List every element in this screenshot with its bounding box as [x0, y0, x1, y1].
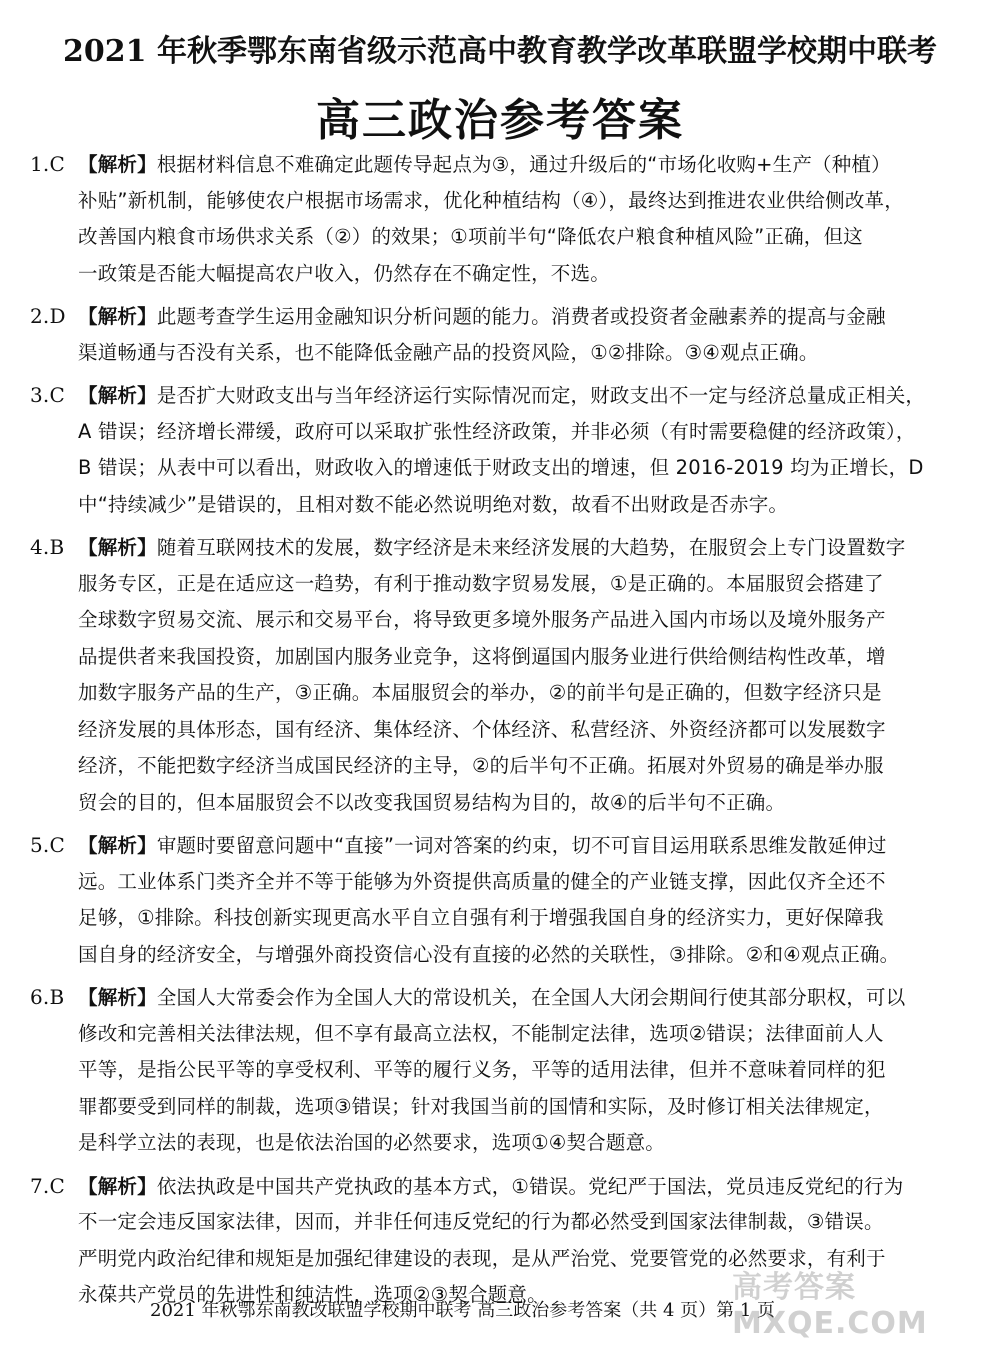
document-title: 高三政治参考答案 [316, 95, 684, 146]
answer-line [30, 335, 950, 372]
answer-number: 7.C [30, 1173, 65, 1198]
answer-text: 不一定会违反国家法律，因而，并非任何违反党纪的行为都必然受到国家法律制裁，③错误。 [78, 1210, 884, 1233]
answer-text: 一政策是否能大幅提高农户收入，仍然存在不确定性，不选。 [78, 261, 610, 285]
answer-text: 远。工业体系门类齐全并不等于能够为外资提供高质量的健全的产业链支撑，因此仅齐全还不 [78, 869, 886, 893]
answer-text: 根据材料信息不难确定此题传导起点为③，通过升级后的“市场化收购+生产（种植） [156, 153, 891, 176]
answer-text: 品提供者来我国投资，加剧国内服务业竞争，这将倒逼国内服务业进行供给侧结构性改革，增 [78, 644, 886, 668]
answer-line [30, 219, 950, 256]
answer-item [30, 827, 950, 973]
answer-line [30, 183, 950, 220]
analysis-tag: 【解析】 [78, 153, 157, 176]
answer-text: 贸会的目的，但本届服贸会不以改变我国贸易结构为目的，故④的后半句不正确。 [78, 790, 786, 814]
answer-line [30, 1168, 950, 1205]
answer-line [30, 1016, 950, 1053]
answer-text: 渠道畅通与否没有关系，也不能降低金融产品的投资风险，①②排除。③④观点正确。 [78, 340, 819, 364]
answer-line [30, 529, 950, 566]
answer-number: 3.C [30, 383, 65, 407]
answer-text: 改善国内粮食市场供求关系（②）的效果；①项前半句“降低农户粮食种植风险”正确，但这 [78, 225, 863, 248]
answer-text: 足够，①排除。科技创新实现更高水平自立自强有利于增强我国自身的经济实力，更好保障我 [78, 906, 884, 929]
answer-line [30, 414, 950, 451]
answer-item [30, 979, 950, 1162]
answer-number: 2.D [30, 304, 66, 328]
answer-line [30, 602, 950, 639]
answer-line [30, 900, 950, 937]
answer-line [30, 1204, 950, 1241]
answer-text: 经济发展的具体形态，国有经济、集体经济、个体经济、私营经济、外资经济都可以发展数字 [78, 717, 886, 741]
answer-line [30, 1125, 950, 1162]
answer-text: 加数字服务产品的生产，③正确。本届服贸会的举办，②的前半句是正确的，但数字经济只是 [78, 681, 882, 704]
answer-line [30, 487, 950, 524]
answer-number: 6.B [30, 985, 65, 1009]
answer-line [30, 827, 950, 864]
answer-text: 是否扩大财政支出与当年经济运行实际情况而定，财政支出不一定与经济总量成正相关， [156, 384, 926, 407]
answer-line [30, 864, 950, 901]
answer-line [30, 1089, 950, 1126]
answer-line [30, 566, 950, 603]
answer-text: 修改和完善相关法律法规，但不享有最高立法权，不能制定法律，选项②错误；法律面前人人 [78, 1021, 884, 1045]
answer-text: 审题时要留意问题中“直接”一词对答案的约束，切不可盲目运用联系思维发散延伸过 [156, 834, 887, 857]
answer-line [30, 146, 950, 183]
analysis-tag: 【解析】 [78, 384, 157, 407]
answer-line [30, 785, 950, 822]
answer-item [30, 529, 950, 821]
answer-text: 严明党内政治纪律和规矩是加强纪律建设的表现，是从严治党、党要管党的必然要求，有利于 [78, 1246, 886, 1270]
answer-text: 是科学立法的表现，也是依法治国的必然要求，选项①④契合题意。 [78, 1131, 665, 1154]
answer-item [30, 146, 950, 292]
answer-line [30, 298, 950, 335]
answer-line [30, 256, 950, 293]
answer-text: 服务专区，正是在适应这一趋势，有利于推动数字贸易发展，①是正确的。本届服贸会搭建了 [78, 571, 884, 595]
answer-line [30, 675, 950, 712]
answer-text: 随着互联网技术的发展，数字经济是未来经济发展的大趋势，在服贸会上专门设置数字 [156, 536, 906, 559]
answer-number: 4.B [30, 535, 65, 559]
answer-text: A 错误；经济增长滞缓，政府可以采取扩张性经济政策，并非必须（有时需要稳健的经济政策）， [78, 419, 916, 443]
analysis-tag: 【解析】 [78, 305, 157, 328]
answer-text: 全球数字贸易交流、展示和交易平台，将导致更多境外服务产品进入国内市场以及境外服务产 [78, 608, 886, 631]
answer-line [30, 979, 950, 1016]
answer-text: B 错误；从表中可以看出，财政收入的增速低于财政支出的增速，但 2016-2019 均为正增长，D [78, 456, 924, 479]
watermark-text: 高考答案 MXQE.COM [732, 1270, 928, 1341]
analysis-tag: 【解析】 [78, 834, 157, 857]
answer-number: 1.C [30, 152, 65, 176]
answer-number: 5.C [30, 833, 65, 857]
answer-line [30, 639, 950, 676]
page-footer: 2021 年秋鄂东南教改联盟学校期中联考 高三政治参考答案（共 4 页）第 1 页 [150, 1300, 776, 1321]
answer-text: 国自身的经济安全，与增强外商投资信心没有直接的必然的关联性，③排除。②和④观点正确。 [78, 942, 900, 966]
answer-text: 补贴”新机制，能够使农户根据市场需求，优化种植结构（④），最终达到推进农业供给侧改革， [78, 188, 904, 212]
answer-line [30, 377, 950, 414]
answer-text: 永葆共产党员的先进性和纯洁性，选项②③契合题意。 [78, 1283, 547, 1306]
answer-item [30, 298, 950, 371]
analysis-tag: 【解析】 [78, 986, 157, 1009]
answer-line [30, 450, 950, 487]
exam-title: 2021 年秋季鄂东南省级示范高中教育教学改革联盟学校期中联考 [63, 34, 937, 69]
site-watermark [732, 1270, 982, 1345]
analysis-tag: 【解析】 [78, 1174, 157, 1198]
answer-line [30, 937, 950, 974]
answer-text: 全国人大常委会作为全国人大的常设机关，在全国人大闭会期间行使其部分职权，可以 [156, 986, 906, 1009]
answer-item [30, 377, 950, 523]
answer-text: 此题考查学生运用金融知识分析问题的能力。消费者或投资者金融素养的提高与金融 [156, 305, 886, 328]
answer-text: 经济，不能把数字经济当成国民经济的主导，②的后半句不正确。拓展对外贸易的确是举办服 [78, 754, 884, 777]
answer-line [30, 1052, 950, 1089]
answer-list [30, 146, 950, 1320]
answer-text: 平等，是指公民平等的享受权利、平等的履行义务，平等的适用法律，但并不意味着同样的犯 [78, 1058, 886, 1081]
answer-text: 依法执政是中国共产党执政的基本方式，①错误。党纪严于国法，党员违反党纪的行为 [156, 1174, 904, 1198]
answer-line [30, 712, 950, 749]
analysis-tag: 【解析】 [78, 536, 157, 559]
answer-text: 中“持续减少”是错误的，且相对数不能必然说明绝对数，故看不出财政是否赤字。 [78, 492, 789, 516]
answer-text: 罪都要受到同样的制裁，选项③错误；针对我国当前的国情和实际，及时修订相关法律规定， [78, 1094, 884, 1118]
answer-line [30, 748, 950, 785]
